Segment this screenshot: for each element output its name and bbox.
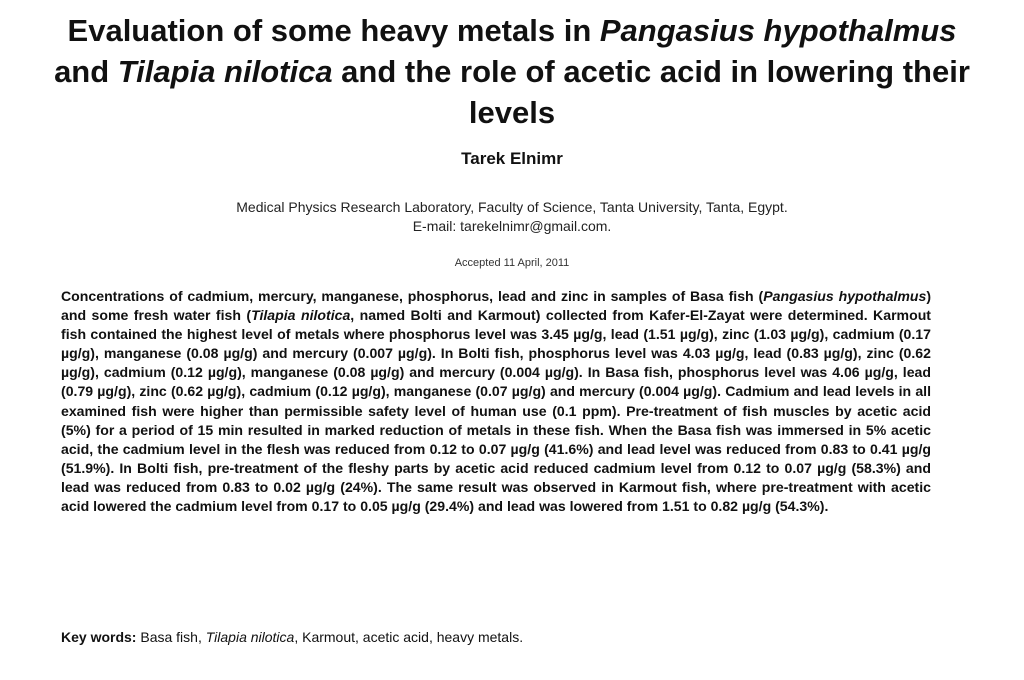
title-text-3: and the role of acetic acid in lowering their levels	[332, 54, 970, 130]
author-name: Tarek Elnimr	[461, 149, 563, 168]
abstract-text-2: ) and some fresh water fish (	[61, 288, 932, 324]
keywords-text-2: , Karmout, acetic acid, heavy metals.	[294, 629, 524, 645]
paper-title	[40, 10, 984, 133]
title-species-1: Pangasius hypothalmus	[599, 13, 957, 48]
keywords-species: Tilapia nilotica	[205, 629, 295, 645]
title-text-1: Evaluation of some heavy metals in	[67, 13, 600, 48]
accepted-date: Accepted 11 April, 2011	[454, 257, 570, 269]
title-text-2: and	[54, 54, 118, 89]
abstract-species-1: Pangasius hypothalmus	[763, 288, 927, 304]
abstract-species-2: Tilapia nilotica	[251, 307, 351, 324]
abstract	[61, 287, 931, 516]
title-species-2: Tilapia nilotica	[117, 54, 333, 89]
affiliation: Medical Physics Research Laboratory, Faculty of Science, Tanta University, Tanta, Egypt.	[236, 199, 788, 215]
keywords-text-1: Basa fish,	[136, 629, 206, 645]
abstract-text-3: , named Bolti and Karmout) collected from Kafer-El-Zayat were determined. Karmout fish contained the highest level of metals where phosphorus level was 3.45 µg/g, lead (1.51 µg/g), zinc (1.03 µg/g), cadmium (0.17 µg/g), manganese (0.08 µg/g) and mercury (0.007 µg/g). In Bolti fish, phosphorus level was 4.03 µg/g, lead (0.83 µg/g), zinc (0.62 µg/g), cadmium (0.12 µg/g), manganese (0.08 µg/g) and mercury (0.004 µg/g). In Basa fish, phosphorus level was 4.06 µg/g, lead (0.79 µg/g), zinc (0.62 µg/g), cadmium (0.12 µg/g), manganese (0.07 µg/g) and mercury (0.004 µg/g). Cadmium and lead levels in all examined fish were higher than permissible safety level of human use (0.1 ppm). Pre-treatment of fish muscles by acetic acid (5%) for a period of 15 min resulted in marked reduction of metals in these fish. When the Basa fish was immersed in 5% acetic acid, the cadmium level in the flesh was reduced from 0.12 to 0.07 µg/g (41.6%) and lead level was reduced from 0.83 to 0.41 µg/g (51.9%). In Bolti fish, pre-treatment of the fleshy parts by acetic acid reduced cadmium level from 0.12 to 0.07 µg/g (58.3%) and lead was reduced from 0.83 to 0.02 µg/g (24%). The same result was observed in Karmout fish, where pre-treatment with acetic acid lowered the cadmium level from 0.17 to 0.05 µg/g (29.4%) and lead was lowered from 1.51 to 0.82 µg/g (54.3%).	[61, 307, 931, 515]
affiliation-block	[0, 198, 1024, 236]
email: E-mail: tarekelnimr@gmail.com.	[412, 218, 612, 234]
abstract-text-1: Concentrations of cadmium, mercury, manganese, phosphorus, lead and zinc in samples of Basa fish (	[61, 288, 764, 304]
keywords-label: Key words:	[61, 629, 137, 645]
keywords	[61, 628, 931, 646]
